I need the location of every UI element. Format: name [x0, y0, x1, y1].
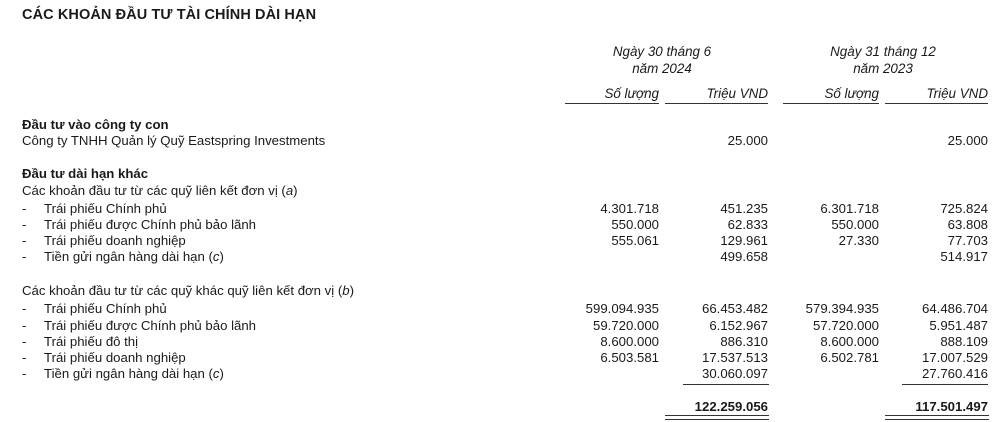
table-row: [0, 301, 1000, 317]
value-cell: 64.486.704: [921, 301, 988, 316]
list-dash: -: [22, 318, 27, 333]
list-dash: -: [22, 249, 27, 264]
group-label: Các khoản đầu tư từ các quỹ liên kết đơn vị (a): [22, 183, 298, 198]
value-cell: 62.833: [727, 217, 768, 232]
value-cell: 514.917: [940, 249, 988, 264]
value-cell: 8.600.000: [600, 334, 659, 349]
table-row: [0, 217, 1000, 233]
value-cell: 886.310: [720, 334, 768, 349]
value-cell: 8.600.000: [820, 334, 879, 349]
total-double-rule: [885, 415, 989, 420]
value-cell: 6.152.967: [709, 318, 768, 333]
value-cell: 550.000: [831, 217, 879, 232]
row-label: Trái phiếu được Chính phủ bảo lãnh: [44, 217, 257, 232]
period-header-jun-2024: [557, 43, 767, 77]
value-cell: 27.760.416: [921, 366, 988, 381]
section-heading-other: [0, 166, 1000, 182]
value-cell: 17.537.513: [701, 350, 768, 365]
value-cell: 25.000: [727, 133, 768, 148]
column-header-million-vnd: Triệu VND: [665, 86, 768, 104]
row-label: Trái phiếu đô thị: [44, 334, 139, 349]
row-label: Trái phiếu doanh nghiệp: [44, 233, 186, 248]
row-label: Trái phiếu doanh nghiệp: [44, 350, 186, 365]
row-label: Trái phiếu Chính phủ: [44, 301, 167, 316]
row-label: Công ty TNHH Quản lý Quỹ Eastspring Investments: [22, 133, 326, 148]
value-cell: 5.951.487: [929, 318, 988, 333]
table-row: [0, 233, 1000, 249]
table-row: [0, 350, 1000, 366]
column-header-quantity: Số lượng: [783, 86, 879, 104]
value-cell: 129.961: [720, 233, 768, 248]
period-line2: năm 2024: [632, 61, 692, 76]
period-line1: Ngày 30 tháng 6: [612, 44, 712, 59]
row-label: Tiền gửi ngân hàng dài hạn (c): [44, 249, 224, 264]
value-cell: 550.000: [611, 217, 659, 232]
value-cell: 57.720.000: [812, 318, 879, 333]
column-header-quantity: Số lượng: [565, 86, 659, 104]
table-row: [0, 249, 1000, 265]
value-cell: 30.060.097: [701, 366, 768, 381]
value-cell: 579.394.935: [805, 301, 879, 316]
list-dash: -: [22, 366, 27, 381]
column-header-million-vnd: Triệu VND: [885, 86, 988, 104]
group-label-b: [0, 283, 1000, 299]
list-dash: -: [22, 217, 27, 232]
value-cell: 59.720.000: [592, 318, 659, 333]
subtotal-rule: [902, 384, 988, 385]
value-cell: 499.658: [720, 249, 768, 264]
section-heading: Đầu tư dài hạn khác: [22, 166, 149, 181]
value-cell: 27.330: [838, 233, 879, 248]
row-label: Trái phiếu Chính phủ: [44, 201, 167, 216]
report-title: CÁC KHOẢN ĐẦU TƯ TÀI CHÍNH DÀI HẠN: [22, 7, 317, 23]
table-row: [0, 201, 1000, 217]
total-value: 117.501.497: [915, 399, 988, 414]
section-heading-subsidiary: [0, 117, 1000, 133]
list-dash: -: [22, 201, 27, 216]
value-cell: 6.502.781: [820, 350, 879, 365]
subtotal-rule: [683, 384, 769, 385]
list-dash: -: [22, 233, 27, 248]
value-cell: 6.301.718: [820, 201, 879, 216]
group-label-a: [0, 183, 1000, 199]
list-dash: -: [22, 334, 27, 349]
value-cell: 725.824: [940, 201, 988, 216]
period-header-dec-2023: [778, 43, 988, 77]
value-cell: 25.000: [947, 133, 988, 148]
value-cell: 17.007.529: [921, 350, 988, 365]
list-dash: -: [22, 301, 27, 316]
total-double-rule: [665, 415, 769, 420]
value-cell: 555.061: [611, 233, 659, 248]
value-cell: 599.094.935: [585, 301, 659, 316]
total-row: [0, 399, 1000, 415]
table-row: [0, 133, 1000, 149]
section-heading: Đầu tư vào công ty con: [22, 117, 169, 132]
value-cell: 888.109: [940, 334, 988, 349]
group-label: Các khoản đầu tư từ các quỹ khác quỹ liên kết đơn vị (b): [22, 283, 355, 298]
period-line2: năm 2023: [853, 61, 913, 76]
value-cell: 451.235: [720, 201, 768, 216]
table-row: [0, 334, 1000, 350]
value-cell: 66.453.482: [701, 301, 768, 316]
value-cell: 4.301.718: [600, 201, 659, 216]
row-label: Trái phiếu được Chính phủ bảo lãnh: [44, 318, 257, 333]
value-cell: 77.703: [947, 233, 988, 248]
total-value: 122.259.056: [694, 399, 768, 414]
table-row: [0, 318, 1000, 334]
row-label: Tiền gửi ngân hàng dài hạn (c): [44, 366, 224, 381]
period-line1: Ngày 31 tháng 12: [830, 44, 936, 59]
value-cell: 63.808: [947, 217, 988, 232]
list-dash: -: [22, 350, 27, 365]
table-row: [0, 366, 1000, 382]
value-cell: 6.503.581: [600, 350, 659, 365]
